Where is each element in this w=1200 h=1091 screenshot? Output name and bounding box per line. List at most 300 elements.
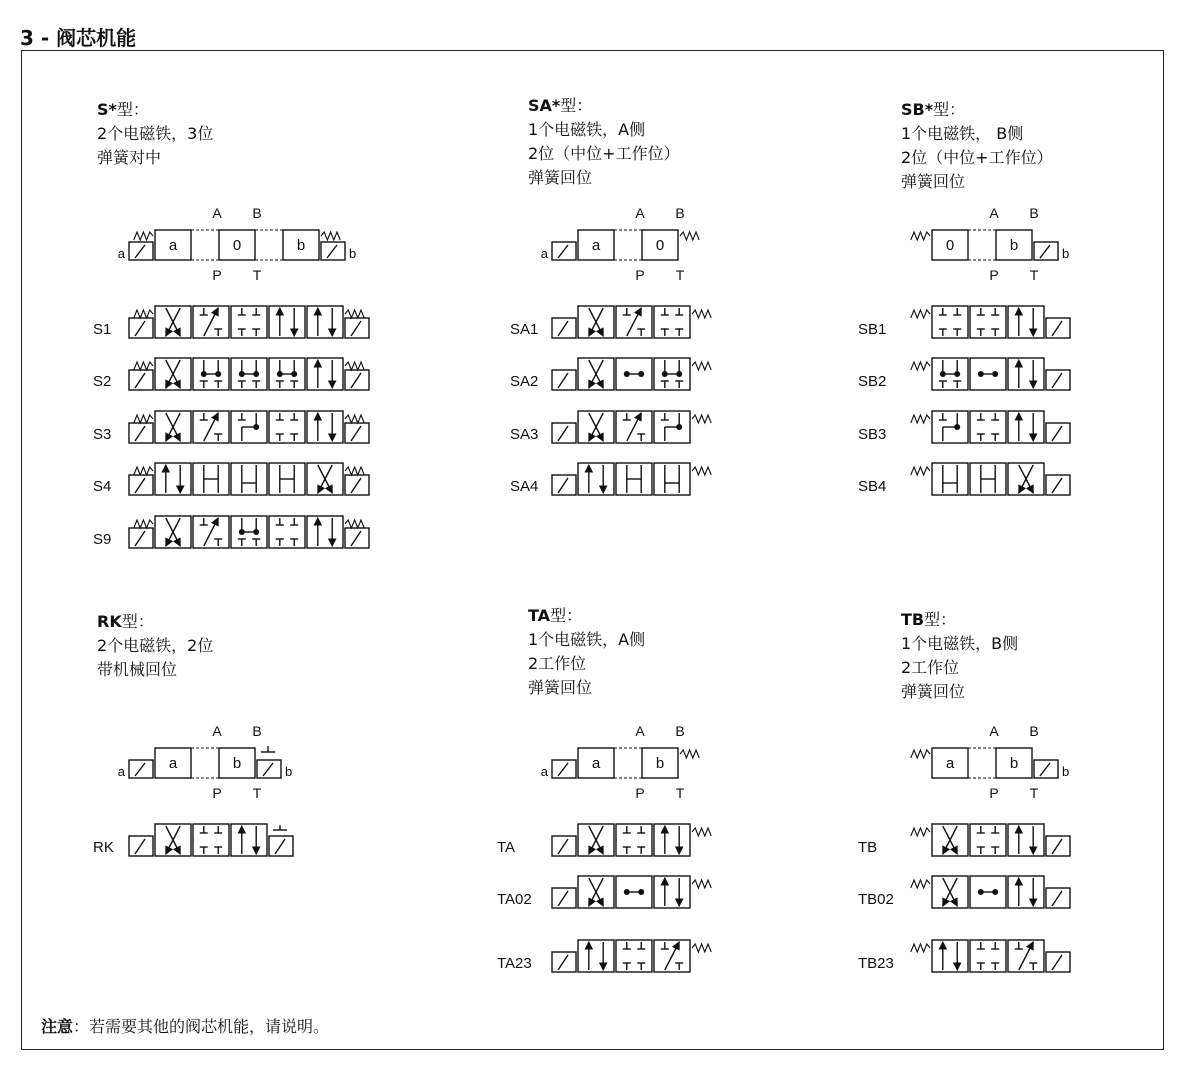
position-box-2 (231, 463, 267, 495)
position-box-2 (231, 824, 267, 856)
position-label-0: a (591, 755, 601, 772)
port-p-blocked (200, 847, 208, 854)
solenoid-slash (558, 245, 568, 258)
solenoid-slash (1040, 245, 1050, 258)
port-a-blocked (200, 308, 208, 315)
flow-arrow-b (253, 826, 260, 854)
solenoid-slash (135, 531, 145, 546)
group-s-line-0: 型： (116, 100, 149, 119)
position-box-1 (616, 940, 652, 972)
cell-0-parallel (585, 465, 606, 493)
flow-arrow-a (585, 942, 592, 970)
left-solenoid (129, 475, 153, 495)
flow-arrow (665, 942, 679, 970)
left-solenoid-label: a (540, 246, 548, 261)
right-solenoid (345, 423, 369, 443)
flow-arrow-a (314, 360, 321, 388)
port-t-blocked (252, 539, 260, 546)
variant-label-ta02: TA02 (497, 891, 532, 908)
variant-label-tb23: TB23 (858, 955, 894, 972)
arrow-head (166, 380, 172, 388)
junction-a (624, 371, 630, 377)
cell-0-parallel (162, 465, 183, 493)
solenoid-slash (327, 245, 337, 258)
solenoid-slash (558, 373, 568, 388)
spring-zigzag (692, 362, 711, 370)
port-b-blocked (214, 826, 222, 833)
left-spring (911, 310, 930, 318)
right-solenoid (345, 370, 369, 390)
spring-zigzag (911, 828, 930, 836)
valve-s3 (129, 411, 369, 443)
arrow-head (174, 433, 180, 441)
group-rk-line-0: 型： (121, 612, 154, 631)
variant-label-ta: TA (497, 839, 516, 856)
position-label-1: b (655, 755, 665, 772)
right-spring (345, 310, 364, 318)
position-box-4 (307, 516, 343, 548)
port-t-blocked (252, 329, 260, 336)
arrow-head (174, 538, 180, 546)
variant-label-s2: S2 (93, 373, 112, 390)
flow-arrow-a (1015, 308, 1022, 336)
flow-arrow-a (1015, 826, 1022, 854)
arrow-head (276, 308, 283, 315)
port-label-t: T (252, 785, 262, 801)
variant-label-ta23: TA23 (497, 955, 532, 972)
position-label-1: b (1009, 755, 1019, 772)
position-box-0 (932, 940, 968, 972)
solenoid-slash (558, 763, 568, 776)
right-solenoid (345, 318, 369, 338)
arrow-head (162, 465, 169, 472)
cell-2-parallel (1015, 878, 1036, 906)
port-t-blocked (953, 329, 961, 336)
group-sa-line-2: 2位（中位+工作位） (528, 144, 680, 163)
port-p-blocked (939, 381, 947, 388)
arrow-head (177, 486, 184, 493)
page-title: 3 - 阀芯机能 (20, 26, 137, 50)
group-rk-line-2: 带机械回位 (97, 660, 178, 679)
arrow-head (238, 826, 245, 833)
footnote-label: 注意 (41, 1017, 74, 1036)
flow-arrow-a (585, 465, 592, 493)
left-solenoid (552, 318, 576, 338)
spring-zigzag (911, 944, 930, 952)
port-t-blocked (637, 329, 645, 336)
group-ta-line-1: 1个电磁铁，A侧 (528, 630, 646, 649)
group-tb-line-2: 2工作位 (901, 658, 960, 677)
arrow-head (1027, 485, 1033, 493)
arrow-head (329, 434, 336, 441)
cell-3-float (276, 360, 298, 388)
port-label-p: P (989, 785, 999, 801)
flow-arrow-a (939, 942, 946, 970)
cell-2-closed (661, 308, 683, 336)
solenoid-slash (135, 426, 145, 441)
solenoid-slash (558, 478, 568, 493)
group-sb-line-2: 2位（中位+工作位） (901, 148, 1053, 167)
solenoid-slash (135, 839, 145, 854)
flow-arrow-a (314, 413, 321, 441)
port-label-b: B (1029, 205, 1039, 221)
cell-2-float (661, 360, 683, 388)
cell-1-closed (977, 413, 999, 441)
port-label-b: B (675, 205, 685, 221)
arrow-head (585, 465, 592, 472)
valve-sa3 (552, 411, 711, 443)
spring-zigzag (134, 467, 153, 475)
spring-zigzag (911, 467, 930, 475)
cell-1-trans (981, 465, 995, 493)
solenoid-slash (1052, 955, 1062, 970)
solenoid-slash (1040, 763, 1050, 776)
right-solenoid-label: b (1062, 764, 1070, 779)
position-box-1 (193, 824, 229, 856)
group-ta-line-0: 型： (550, 606, 583, 625)
solenoid-slash (1052, 891, 1062, 906)
solenoid-slash (558, 426, 568, 441)
spring-zigzag (692, 415, 711, 423)
arrow-head (1030, 847, 1037, 854)
group-sb-line-3: 弹簧回位 (901, 172, 966, 191)
port-b-blocked (991, 826, 999, 833)
position-box-1 (970, 940, 1006, 972)
group-ta-line-3: 弹簧回位 (528, 678, 593, 697)
arrow-head (166, 433, 172, 441)
port-t-blocked (637, 434, 645, 441)
right-solenoid (345, 475, 369, 495)
position-label-2: b (296, 237, 306, 254)
port-a-blocked (661, 308, 669, 315)
spring-zigzag (911, 310, 930, 318)
port-t-blocked (991, 847, 999, 854)
flow-arrow-a (276, 308, 283, 336)
detent-mark (261, 746, 275, 752)
flow-arrow-b (1030, 878, 1037, 906)
variant-label-sa2: SA2 (510, 373, 539, 390)
cell-2-closed (238, 308, 260, 336)
cell-0-open (943, 465, 957, 493)
junction-b (215, 371, 221, 377)
port-label-t: T (675, 267, 685, 283)
flow-arrow-b (329, 413, 336, 441)
port-a-blocked (1015, 942, 1023, 949)
variant-label-s1: S1 (93, 321, 112, 338)
port-label-p: P (212, 785, 222, 801)
flow-arrow-b (676, 826, 683, 854)
flow-arrow-b (1030, 308, 1037, 336)
arrow-head (1030, 329, 1037, 336)
cell-2-parallel (1015, 413, 1036, 441)
right-spring (692, 310, 711, 318)
spring-zigzag (692, 944, 711, 952)
spring-zigzag (134, 232, 153, 240)
spring-zigzag (692, 467, 711, 475)
port-a-blocked (977, 413, 985, 420)
port-a-blocked (977, 826, 985, 833)
arrow-head (174, 846, 180, 854)
flow-arrow-a (238, 826, 245, 854)
port-b-blocked (252, 308, 260, 315)
junction-a (624, 889, 630, 895)
port-a-blocked (623, 826, 631, 833)
left-solenoid (552, 242, 576, 260)
port-b-blocked (991, 308, 999, 315)
port-p-blocked (939, 329, 947, 336)
cell-2-cross (1019, 465, 1033, 493)
port-b-blocked (290, 518, 298, 525)
flow-arrow-b (954, 942, 961, 970)
cell-2-parallel (1015, 308, 1036, 336)
position-box-3 (269, 516, 305, 548)
port-t-blocked (675, 381, 683, 388)
cell-4-parallel (314, 308, 335, 336)
valve-tb23 (911, 940, 1070, 972)
position-box-1 (616, 824, 652, 856)
port-label-p: P (635, 267, 645, 283)
junction-a (978, 371, 984, 377)
cell-0-float (939, 360, 961, 388)
port-b-blocked (290, 413, 298, 420)
solenoid-slash (275, 839, 285, 854)
cell-4-parallel (314, 360, 335, 388)
flow-arrow (204, 308, 218, 336)
variant-label-sb2: SB2 (858, 373, 887, 390)
group-rk-line-1: 2个电磁铁，2位 (97, 636, 214, 655)
port-a-blocked (200, 413, 208, 420)
arrow-head (673, 942, 679, 950)
group-tb-line-1: 1个电磁铁，B侧 (901, 634, 1019, 653)
variant-label-tb02: TB02 (858, 891, 894, 908)
right-spring (345, 520, 364, 528)
solenoid-slash (1052, 373, 1062, 388)
arrow-head (943, 898, 949, 906)
arrow-head (661, 878, 668, 885)
cell-3-parallel (276, 308, 297, 336)
junction-b (253, 529, 259, 535)
left-solenoid-label: a (117, 246, 125, 261)
position-label-1: b (1009, 237, 1019, 254)
junction-a (239, 529, 245, 535)
spring-zigzag (134, 415, 153, 423)
junction-a (277, 371, 283, 377)
arrow-head (939, 942, 946, 949)
cell-1-closed (623, 942, 645, 970)
flow-arrow-b (600, 465, 607, 493)
position-box-2 (654, 306, 690, 338)
arrow-head (166, 328, 172, 336)
arrow-head (1015, 308, 1022, 315)
port-t-blocked (290, 381, 298, 388)
left-spring (911, 232, 930, 240)
position-box-4 (307, 358, 343, 390)
position-box-3 (269, 411, 305, 443)
cell-0-cross (943, 826, 957, 854)
port-p-blocked (238, 539, 246, 546)
cell-3-closed (276, 518, 298, 546)
cell-1-diag (623, 308, 645, 336)
flow-arrow-b (1030, 360, 1037, 388)
left-solenoid (552, 888, 576, 908)
right-solenoid (1046, 836, 1070, 856)
cell-2-float (238, 518, 260, 546)
flow-arrow (204, 518, 218, 546)
cell-0-tandem (939, 413, 960, 441)
flow-arrow-a (661, 826, 668, 854)
port-p-blocked (623, 963, 631, 970)
spring-zigzag (321, 232, 340, 240)
arrow-head (1030, 381, 1037, 388)
arrow-head (589, 898, 595, 906)
left-spring (134, 362, 153, 370)
port-a-blocked (276, 413, 284, 420)
port-p-blocked (977, 434, 985, 441)
arrow-head (174, 380, 180, 388)
spring-zigzag (345, 310, 364, 318)
cell-0-cross (166, 826, 180, 854)
port-b-blocked (637, 826, 645, 833)
position-box-0 (155, 463, 191, 495)
cell-2-parallel (1015, 826, 1036, 854)
flow-arrow-b (676, 878, 683, 906)
cell-3-closed (276, 413, 298, 441)
solenoid-slash (351, 478, 361, 493)
port-a-blocked (623, 413, 631, 420)
cell-4-parallel (314, 518, 335, 546)
solenoid-slash (135, 321, 145, 336)
arrow-head (589, 380, 595, 388)
spring-zigzag (345, 467, 364, 475)
left-spring (911, 880, 930, 888)
arrow-head (1015, 360, 1022, 367)
port-a-blocked (623, 942, 631, 949)
spring-zigzag (911, 232, 930, 240)
port-label-a: A (212, 723, 222, 739)
cell-1-closed (200, 826, 222, 854)
flow-arrow (627, 308, 641, 336)
right-solenoid (1034, 242, 1058, 260)
left-spring (911, 415, 930, 423)
port-p-blocked (977, 963, 985, 970)
valve-tb02 (911, 876, 1070, 908)
port-p-blocked (661, 381, 669, 388)
port-t-blocked (214, 539, 222, 546)
position-label-1: b (232, 755, 242, 772)
arrow-head (951, 846, 957, 854)
arrow-head (676, 899, 683, 906)
spring-zigzag (345, 520, 364, 528)
valve-header-sa (541, 205, 699, 283)
arrow-head (635, 308, 641, 316)
port-t-blocked (675, 329, 683, 336)
arrow-head (1027, 942, 1033, 950)
arrow-head (1030, 899, 1037, 906)
port-a-blocked (276, 518, 284, 525)
right-solenoid (345, 528, 369, 548)
flow-arrow-b (329, 308, 336, 336)
variant-label-sa4: SA4 (510, 478, 539, 495)
cell-2-tandem (661, 413, 682, 441)
port-b-blocked (953, 308, 961, 315)
port-label-p: P (989, 267, 999, 283)
cell-1-diag (200, 518, 222, 546)
arrow-head (600, 486, 607, 493)
junction-b (253, 371, 259, 377)
arrow-head (597, 433, 603, 441)
cell-1-float2 (624, 371, 644, 377)
port-p-blocked (200, 381, 208, 388)
solenoid-slash (351, 531, 361, 546)
cell-1-float (200, 360, 222, 388)
cell-0-cross (166, 518, 180, 546)
flow-arrow (204, 413, 218, 441)
solenoid-slash (135, 245, 145, 258)
position-box-2 (231, 306, 267, 338)
right-spring (692, 362, 711, 370)
cell-0-parallel (939, 942, 960, 970)
solenoid-slash (558, 839, 568, 854)
cell-0-closed (939, 308, 961, 336)
arrow-head (212, 413, 218, 421)
valve-sb4 (911, 463, 1070, 495)
position-box-1 (970, 824, 1006, 856)
port-a-blocked (939, 413, 947, 420)
arrow-head (174, 328, 180, 336)
group-sb-lead: SB* (901, 100, 934, 119)
port-b-blocked (675, 308, 683, 315)
solenoid-slash (135, 478, 145, 493)
left-spring (134, 232, 153, 240)
left-solenoid (552, 423, 576, 443)
junction (676, 424, 682, 430)
cell-2-diag (1015, 942, 1037, 970)
left-solenoid-label: a (117, 764, 125, 779)
variant-label-s3: S3 (93, 426, 112, 443)
right-solenoid-label: b (1062, 246, 1070, 261)
variant-label-sa3: SA3 (510, 426, 539, 443)
spring-zigzag (134, 310, 153, 318)
solenoid-slash (135, 373, 145, 388)
arrow-head (314, 308, 321, 315)
left-solenoid (129, 760, 153, 778)
port-label-t: T (1029, 267, 1039, 283)
cell-0-parallel (585, 942, 606, 970)
arrow-head (253, 847, 260, 854)
flow-arrow-a (314, 518, 321, 546)
position-label-0: 0 (945, 237, 955, 254)
junction-b (291, 371, 297, 377)
junction-b (638, 371, 644, 377)
group-sa-line-3: 弹簧回位 (528, 168, 593, 187)
arrow-head (597, 380, 603, 388)
arrow-head (1015, 413, 1022, 420)
right-spring (345, 362, 364, 370)
cell-1-closed (977, 308, 999, 336)
spring-zigzag (692, 880, 711, 888)
left-spring (134, 520, 153, 528)
valve-ta (552, 824, 711, 856)
arrow-head (329, 329, 336, 336)
arrow-head (314, 360, 321, 367)
valve-header-rk (118, 723, 292, 801)
flow-arrow-b (600, 942, 607, 970)
port-p-blocked (977, 329, 985, 336)
junction-a (239, 371, 245, 377)
arrow-head (585, 942, 592, 949)
port-p-blocked (623, 847, 631, 854)
left-solenoid (552, 836, 576, 856)
